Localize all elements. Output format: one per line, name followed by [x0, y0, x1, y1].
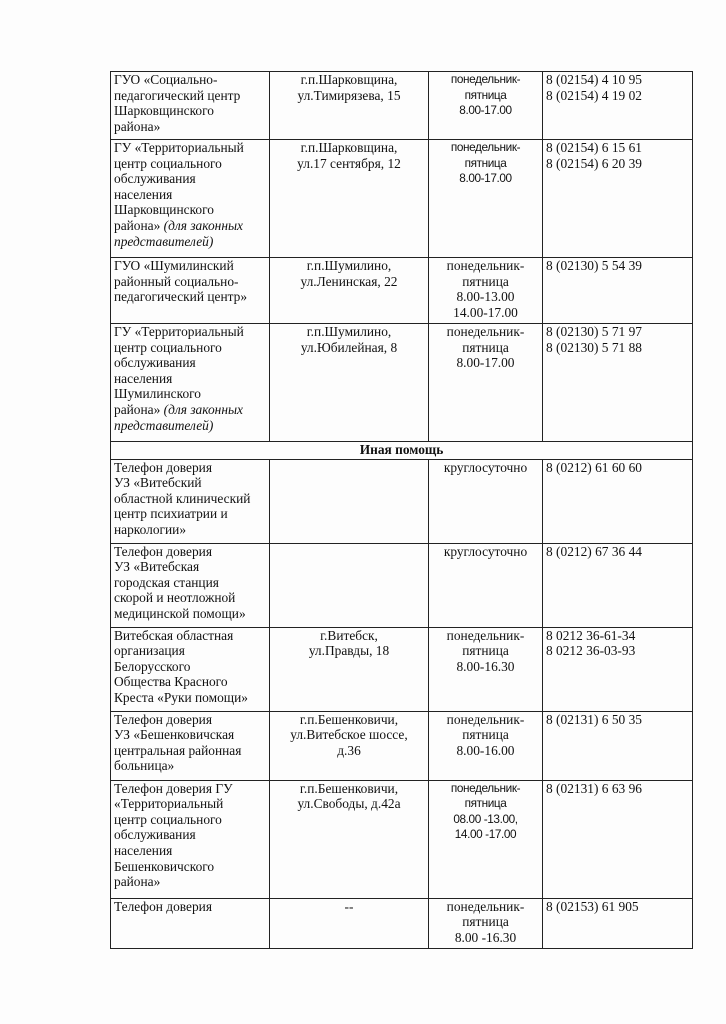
- table-row: [111, 711, 693, 780]
- phone-cell: 8 (02154) 4 10 95 8 (02154) 4 19 02: [543, 72, 693, 140]
- address-cell: г.Витебск, ул.Правды, 18: [270, 627, 429, 711]
- table-row: [111, 898, 693, 948]
- address-cell: г.п.Шумилино, ул.Юбилейная, 8: [270, 324, 429, 442]
- org-cell: Телефон доверия УЗ «Бешенковичская центральная районная больница»: [111, 711, 270, 780]
- table-row: [111, 258, 693, 324]
- table-row: [111, 627, 693, 711]
- table-row: [111, 543, 693, 627]
- table-row: [111, 780, 693, 898]
- section-row: [111, 442, 693, 460]
- phone-cell: 8 (02131) 6 50 35: [543, 711, 693, 780]
- org-cell: ГУО «Социально- педагогический центр Шарковщинского района»: [111, 72, 270, 140]
- org-cell: Телефон доверия УЗ «Витебский областной клинический центр психиатрии и наркологии»: [111, 459, 270, 543]
- org-cell: Витебская областная организация Белорусского Общества Красного Креста «Руки помощи»: [111, 627, 270, 711]
- address-cell: --: [270, 898, 429, 948]
- org-cell: Телефон доверия ГУ «Территориальный центр социального обслуживания населения Бешенковичского района»: [111, 780, 270, 898]
- phone-cell: 8 (02131) 6 63 96: [543, 780, 693, 898]
- hours-cell: понедельник- пятница 8.00-17.00: [429, 72, 543, 140]
- hours-cell: понедельник- пятница 8.00-17.00: [429, 140, 543, 258]
- table-row: [111, 140, 693, 258]
- hours-cell: понедельник- пятница 8.00-13.00 14.00-17.00: [429, 258, 543, 324]
- address-cell: г.п.Бешенковичи, ул.Витебское шоссе, д.36: [270, 711, 429, 780]
- hours-cell: круглосуточно: [429, 543, 543, 627]
- hours-cell: круглосуточно: [429, 459, 543, 543]
- org-cell: ГУ «Территориальный центр социального обслуживания населения Шумилинского района» (для законных представителей): [111, 324, 270, 442]
- address-cell: г.п.Шарковщина, ул.Тимирязева, 15: [270, 72, 429, 140]
- hours-cell: понедельник- пятница 8.00-17.00: [429, 324, 543, 442]
- section-title: Иная помощь: [111, 442, 693, 460]
- table-row: [111, 324, 693, 442]
- address-cell: [270, 543, 429, 627]
- table-row: [111, 72, 693, 140]
- hours-cell: понедельник- пятница 8.00-16.30: [429, 627, 543, 711]
- hours-cell: понедельник- пятница 8.00 -16.30: [429, 898, 543, 948]
- address-cell: г.п.Шарковщина, ул.17 сентября, 12: [270, 140, 429, 258]
- phone-cell: 8 (02130) 5 54 39: [543, 258, 693, 324]
- phone-cell: 8 (02154) 6 15 61 8 (02154) 6 20 39: [543, 140, 693, 258]
- phone-cell: 8 (02130) 5 71 97 8 (02130) 5 71 88: [543, 324, 693, 442]
- org-cell: Телефон доверия УЗ «Витебская городская станция скорой и неотложной медицинской помощи»: [111, 543, 270, 627]
- org-cell: Телефон доверия: [111, 898, 270, 948]
- org-cell: ГУ «Территориальный центр социального обслуживания населения Шарковщинского района» (для законных представителей): [111, 140, 270, 258]
- hours-cell: понедельник- пятница 08.00 -13.00, 14.00 -17.00: [429, 780, 543, 898]
- address-cell: г.п.Шумилино, ул.Ленинская, 22: [270, 258, 429, 324]
- phone-cell: 8 (0212) 61 60 60: [543, 459, 693, 543]
- contacts-table: [110, 71, 693, 949]
- org-cell: ГУО «Шумилинский районный социально- педагогический центр»: [111, 258, 270, 324]
- hours-cell: понедельник- пятница 8.00-16.00: [429, 711, 543, 780]
- phone-cell: 8 (0212) 67 36 44: [543, 543, 693, 627]
- phone-cell: 8 (02153) 61 905: [543, 898, 693, 948]
- table-row: [111, 459, 693, 543]
- phone-cell: 8 0212 36-61-34 8 0212 36-03-93: [543, 627, 693, 711]
- address-cell: [270, 459, 429, 543]
- address-cell: г.п.Бешенковичи, ул.Свободы, д.42а: [270, 780, 429, 898]
